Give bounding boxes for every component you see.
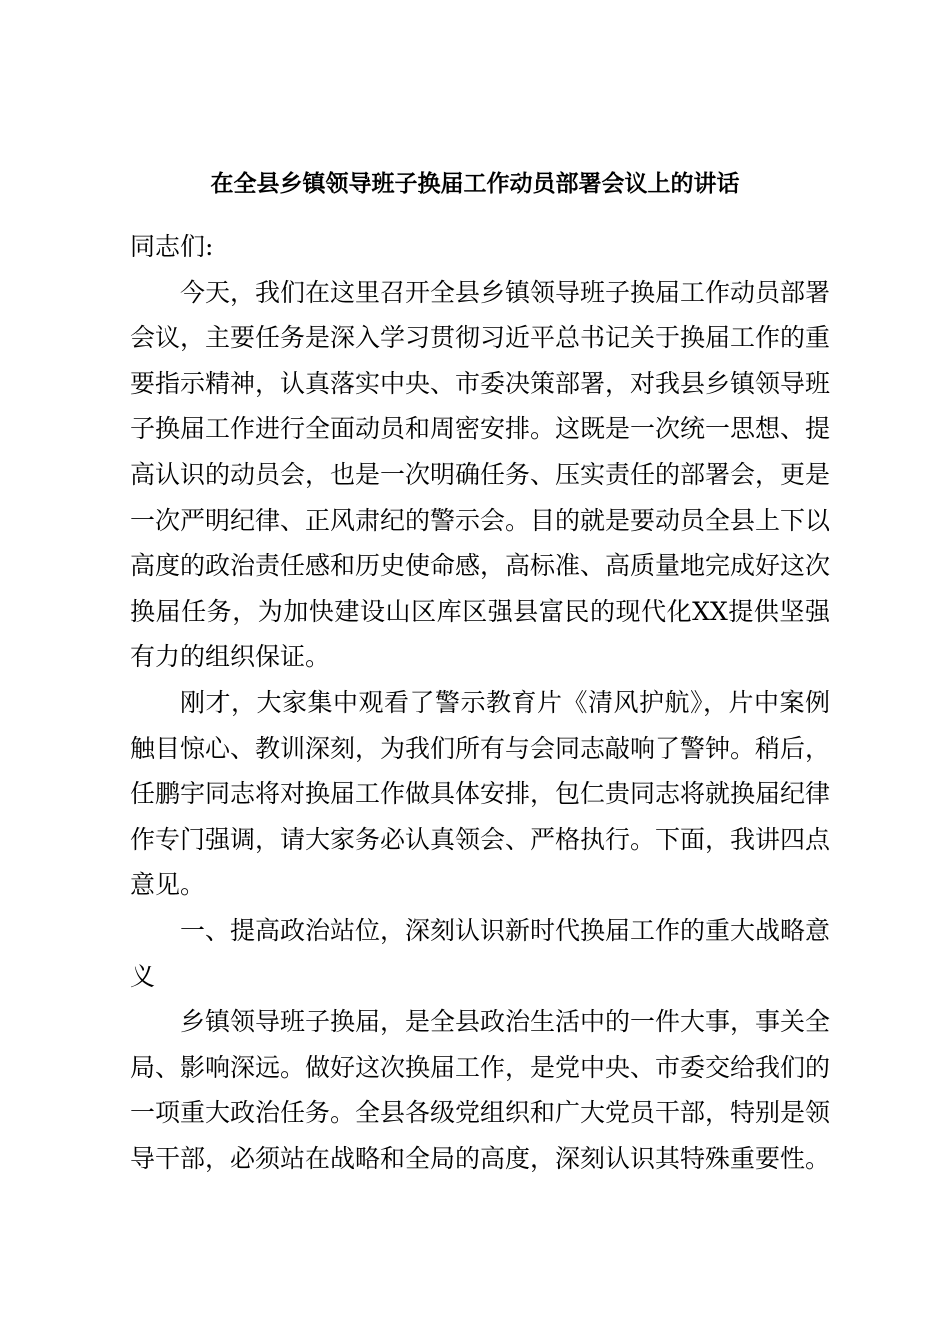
- section-heading-1: 一、提高政治站位，深刻认识新时代换届工作的重大战略意义: [130, 915, 831, 991]
- paragraph-section-1: 乡镇领导班子换届，是全县政治生活中的一件大事，事关全局、影响深远。做好这次换届工作，是党中央、市委交给我们的一项重大政治任务。全县各级党组织和广大党员干部，特别是领导干部，必须站在战略和全局的高度，深刻认识其特殊重要性。: [130, 1007, 831, 1173]
- paragraph-warning-film: 刚才，大家集中观看了警示教育片《清风护航》，片中案例触目惊心、教训深刻，为我们所有与会同志敲响了警钟。稍后，任鹏宇同志将对换届工作做具体安排，包仁贵同志将就换届纪律作专门强调，请大家务必认真领会、严格执行。下面，我讲四点意见。: [130, 687, 831, 900]
- document-title: 在全县乡镇领导班子换届工作动员部署会议上的讲话: [210, 171, 740, 197]
- paragraph-opening: 今天，我们在这里召开全县乡镇领导班子换届工作动员部署会议，主要任务是深入学习贯彻习近平总书记关于换届工作的重要指示精神，认真落实中央、市委决策部署，对我县乡镇领导班子换届工作进行全面动员和周密安排。这既是一次统一思想、提高认识的动员会，也是一次明确任务、压实责任的部署会，更是一次严明纪律、正风肃纪的警示会。目的就是要动员全县上下以高度的政治责任感和历史使命感，高标准、高质量地完成好这次换届任务，为加快建设山区库区强县富民的现代化XX提供坚强有力的组织保证。: [130, 277, 831, 672]
- document-body: [130, 224, 830, 1181]
- greeting: 同志们:: [130, 232, 214, 261]
